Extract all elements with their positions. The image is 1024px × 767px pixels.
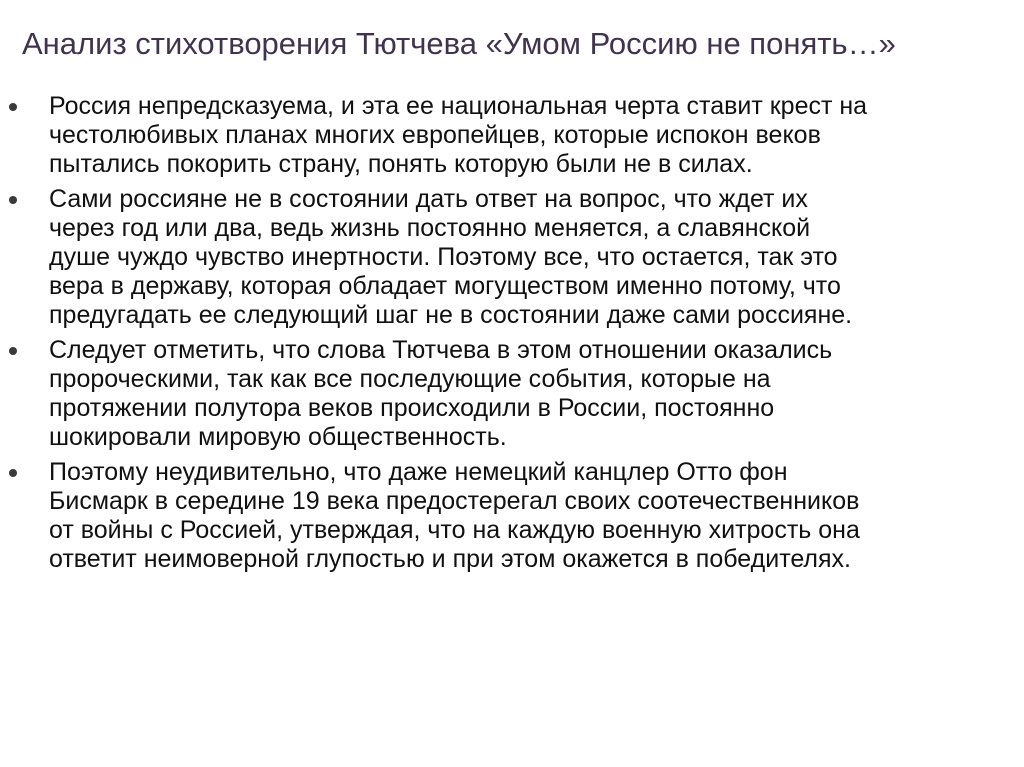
bullet-text-line: от войны с Россией, утверждая, что на каждую военную хитрость она xyxy=(49,516,860,544)
bullet-item xyxy=(0,185,1024,330)
bullet-icon xyxy=(9,347,17,355)
bullet-text-line: душе чуждо чувство инертности. Поэтому все, что остается, так это xyxy=(49,243,838,271)
bullet-text-line: честолюбивых планах многих европейцев, которые испокон веков xyxy=(49,121,821,149)
bullet-icon xyxy=(9,103,17,111)
bullet-text-line: Сами россияне не в состоянии дать ответ на вопрос, что ждет их xyxy=(49,185,808,213)
bullet-item xyxy=(0,458,1024,574)
bullet-text-line: Следует отметить, что слова Тютчева в этом отношении оказались xyxy=(49,336,833,364)
bullet-text-line: ответит неимоверной глупостью и при этом окажется в победителях. xyxy=(49,545,852,573)
slide-title: Анализ стихотворения Тютчева «Умом Россию не понять…» xyxy=(22,26,896,61)
bullet-item xyxy=(0,92,1024,179)
bullet-text-line: протяжении полутора веков происходили в России, постоянно xyxy=(49,394,775,422)
bullet-text-line: шокировали мировую общественность. xyxy=(49,423,507,451)
bullet-text-line: пророческими, так как все последующие события, которые на xyxy=(49,365,771,393)
bullet-icon xyxy=(9,196,17,204)
bullet-icon xyxy=(9,469,17,477)
bullet-text-line: через год или два, ведь жизнь постоянно меняется, а славянской xyxy=(49,214,811,242)
bullet-text-line: пытались покорить страну, понять которую были не в силах. xyxy=(49,150,753,178)
bullet-item xyxy=(0,336,1024,452)
bullet-list xyxy=(0,92,1024,580)
bullet-text-line: Поэтому неудивительно, что даже немецкий канцлер Отто фон xyxy=(49,458,788,486)
bullet-text-line: предугадать ее следующий шаг не в состоянии даже сами россияне. xyxy=(49,301,853,329)
bullet-text-line: вера в державу, которая обладает могуществом именно потому, что xyxy=(49,272,841,300)
bullet-text-line: Россия непредсказуема, и эта ее национальная черта ставит крест на xyxy=(49,92,868,120)
bullet-text-line: Бисмарк в середине 19 века предостерегал своих соотечественников xyxy=(49,487,860,515)
